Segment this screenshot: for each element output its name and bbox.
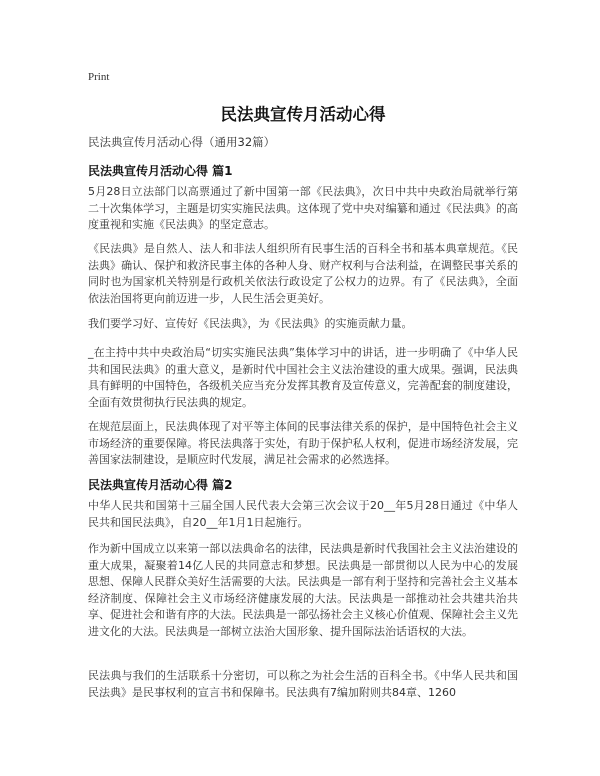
paragraph: _在主持中共中央政治局“切实实施民法典”集体学习中的讲话，进一步明确了《中华人民共和国民法典》的重大意义，是新时代中国社会主义法治建设的重大成果。强调，民法典具有鲜明的中国特色，各级机关应当充分发挥其教育及宣传意义，完善配套的制度建设，全面有效贯彻执行民法典的规定。 — [88, 346, 518, 409]
paragraph: 民法典与我们的生活联系十分密切，可以称之为社会生活的百科全书。《中华人民共和国民法典》是民事权利的宣言书和保障书。民法典有7编加附则共84章、1260 — [88, 669, 518, 699]
section-heading-2: 民法典宣传月活动心得 篇2 — [88, 478, 233, 492]
paragraph: 5月28日立法部门以高票通过了新中国第一部《民法典》，次日中共中央政治局就举行第二十次集体学习，主题是切实实施民法典。这体现了党中央对编纂和通过《民法典》的高度重视和实施《民法典》的坚定意志。 — [88, 185, 518, 231]
page-subtitle: 民法典宣传月活动心得（通用32篇） — [88, 135, 276, 149]
paragraph: 作为新中国成立以来第一部以法典命名的法律，民法典是新时代我国社会主义法治建设的重大成果，凝聚着14亿人民的共同意志和梦想。民法典是一部贯彻以人民为中心的发展思想、保障人民群众美好生活需要的大法。民法典是一部有利于坚持和完善社会主义基本经济制度、保障社会主义市场经济健康发展的大法。民法典是一部推动社会共建共治共享、促进社会和谐有序的大法。民法典是一部弘扬社会主义核心价值观、保障社会主义先进文化的大法。民法典是一部树立法治大国形象、提升国际法治话语权的大法。 — [88, 542, 518, 638]
paragraph: 我们要学习好、宣传好《民法典》，为《民法典》的实施贡献力量。 — [88, 317, 413, 330]
section-heading-1: 民法典宣传月活动心得 篇1 — [88, 164, 233, 178]
paragraph: 《民法典》是自然人、法人和非法人组织所有民事生活的百科全书和基本典章规范。《民法典》确认、保护和救济民事主体的各种人身、财产权利与合法利益，在调整民事关系的同时也为国家机关特别是行政机关依法行政设定了公权力的边界。有了《民法典》，全面依法治国将更向前迈进一步，人民生活会更美好。 — [88, 242, 518, 305]
print-link[interactable]: Print — [88, 71, 110, 83]
page-title: 民法典宣传月活动心得 — [220, 105, 386, 124]
paragraph: 在规范层面上，民法典体现了对平等主体间的民事法律关系的保护，是中国特色社会主义市场经济的重要保障。将民法典落于实处，有助于保护私人权利，促进市场经济发展，完善国家法制建设，是顺应时代发展，满足社会需求的必然选择。 — [88, 420, 518, 466]
paragraph: 中华人民共和国第十三届全国人民代表大会第三次会议于20__年5月28日通过《中华人民共和国民法典》，自20__年1月1日起施行。 — [88, 499, 518, 529]
